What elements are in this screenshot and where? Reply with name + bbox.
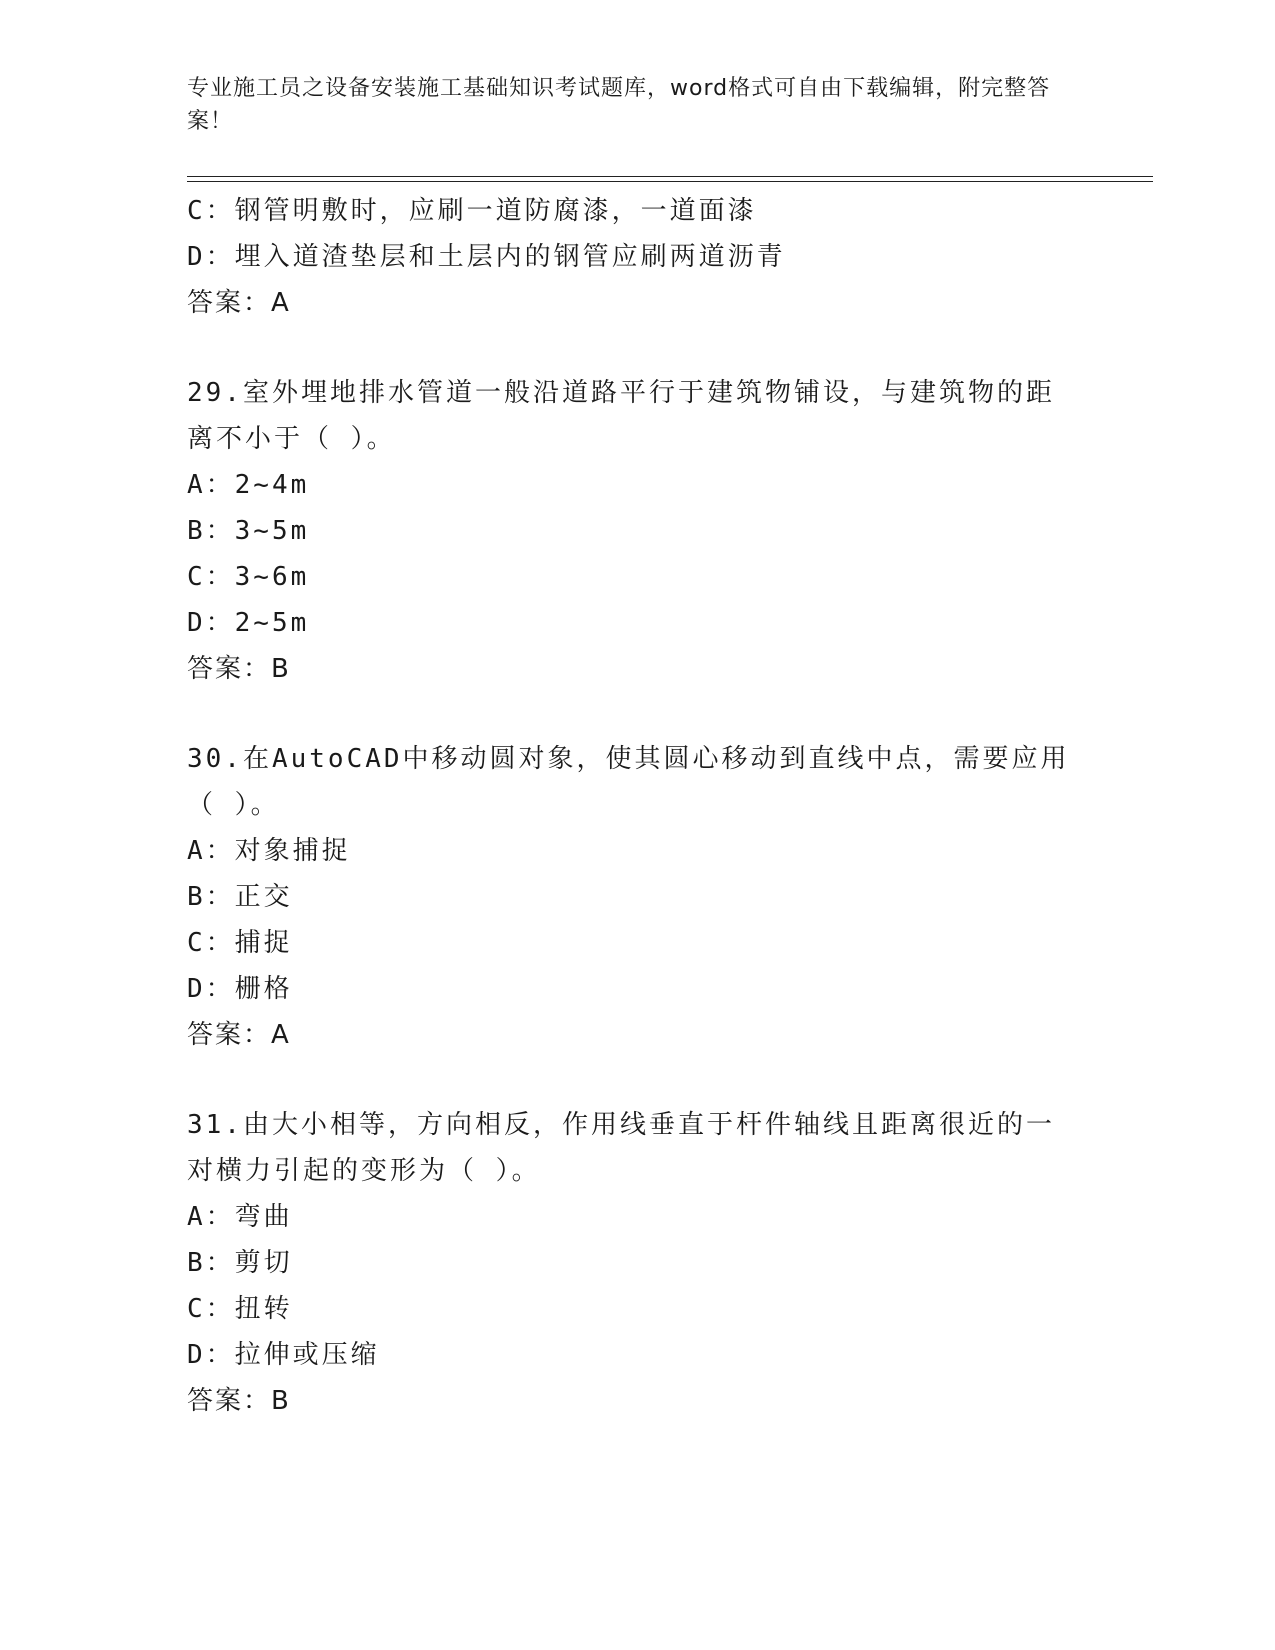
option-d: D：2~5m xyxy=(187,608,310,638)
answer-line: 答案：B xyxy=(187,654,291,684)
option-a: A：对象捕捉 xyxy=(187,836,351,866)
option-d: D：埋入道渣垫层和土层内的钢管应刷两道沥青 xyxy=(187,242,786,272)
option-c: C：钢管明敷时，应刷一道防腐漆，一道面漆 xyxy=(187,196,757,226)
option-c: C：扭转 xyxy=(187,1294,293,1324)
option-c: C：捕捉 xyxy=(187,928,293,958)
option-d: D：栅格 xyxy=(187,974,293,1004)
question-carryover xyxy=(187,188,1087,326)
header-divider-bottom xyxy=(187,181,1153,182)
question-stem: 29.室外埋地排水管道一般沿道路平行于建筑物铺设，与建筑物的距离不小于（ ）。 xyxy=(187,378,1055,454)
question-stem: 30.在AutoCAD中移动圆对象，使其圆心移动到直线中点，需要应用（ ）。 xyxy=(187,744,1070,820)
option-c: C：3~6m xyxy=(187,562,310,592)
answer-line: 答案：B xyxy=(187,1386,291,1416)
answer-line: 答案：A xyxy=(187,288,291,318)
question-30 xyxy=(187,736,1087,1058)
option-b: B：3~5m xyxy=(187,516,310,546)
option-a: A：弯曲 xyxy=(187,1202,293,1232)
question-29 xyxy=(187,370,1087,692)
option-a: A：2~4m xyxy=(187,470,310,500)
option-b: B：正交 xyxy=(187,882,293,912)
answer-line: 答案：A xyxy=(187,1020,291,1050)
page-header: 专业施工员之设备安装施工基础知识考试题库，word格式可自由下载编辑，附完整答案！ xyxy=(187,76,1051,134)
question-list xyxy=(187,188,1087,1424)
question-31 xyxy=(187,1102,1087,1424)
option-d: D：拉伸或压缩 xyxy=(187,1340,380,1370)
header-divider-top xyxy=(187,176,1153,177)
question-stem: 31.由大小相等，方向相反，作用线垂直于杆件轴线且距离很近的一对横力引起的变形为（ ）。 xyxy=(187,1110,1055,1186)
option-b: B：剪切 xyxy=(187,1248,293,1278)
